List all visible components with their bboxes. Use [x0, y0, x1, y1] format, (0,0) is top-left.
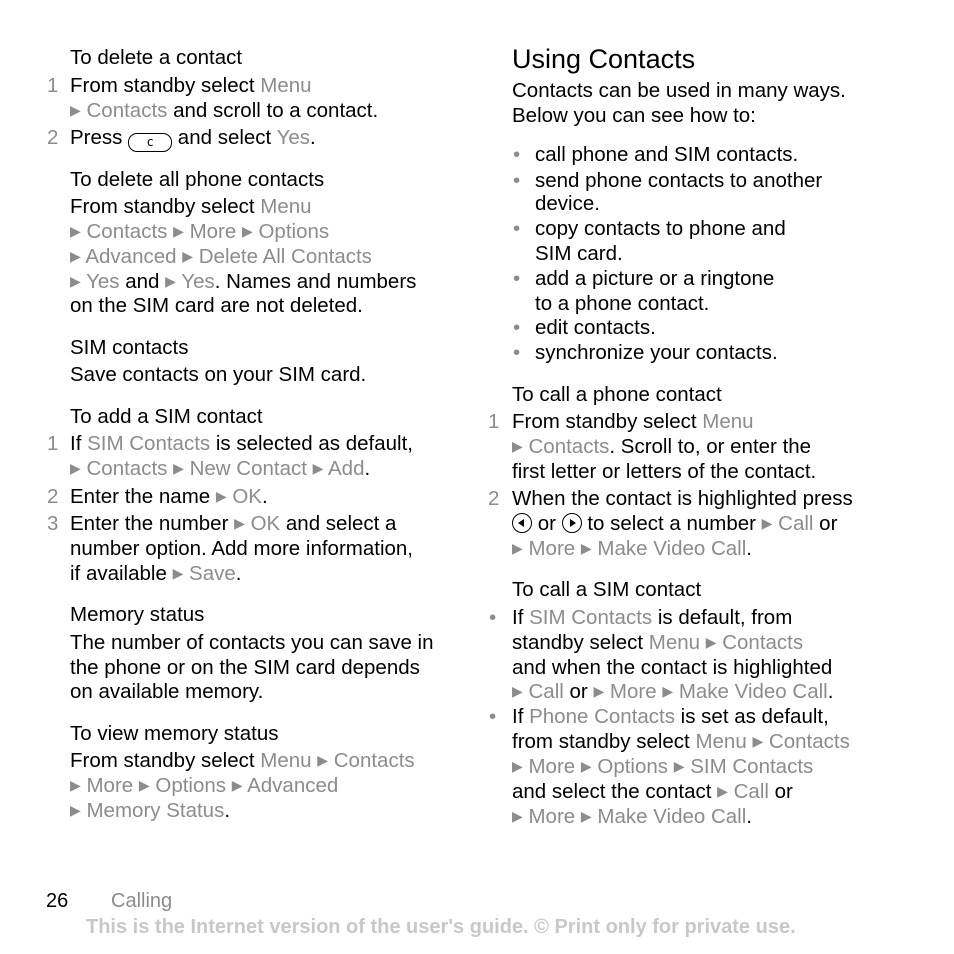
menu-item: Menu	[702, 410, 754, 433]
list-item: to a phone contact.	[535, 292, 710, 315]
menu-item: Yes	[181, 270, 215, 293]
step-text	[70, 511, 396, 538]
text-run: and	[119, 270, 166, 293]
body-text: the phone or on the SIM card depends	[70, 656, 420, 679]
text-run: or	[813, 512, 838, 535]
menu-item: Contacts	[528, 435, 610, 458]
text-run: or	[563, 680, 594, 703]
arrow-icon: ▶	[512, 683, 523, 699]
body-text	[512, 605, 792, 630]
arrow-icon: ▶	[512, 540, 523, 556]
body-text	[70, 269, 416, 296]
step-text	[70, 431, 413, 456]
text-run: . Scroll to, or enter the	[609, 435, 812, 458]
arrow-icon: ▶	[172, 565, 184, 581]
menu-item: Call	[528, 680, 564, 703]
menu-item: More	[189, 220, 237, 243]
text-run	[570, 519, 576, 527]
arrow-icon: ▶	[165, 273, 176, 289]
menu-item: Yes	[86, 270, 120, 293]
arrow-icon: ▶	[173, 460, 184, 476]
menu-item: Menu	[260, 74, 312, 97]
text-run: .	[235, 562, 242, 585]
heading-view-memory: To view memory status	[70, 722, 279, 745]
body-text: on the SIM card are not deleted.	[70, 294, 363, 317]
text-run: .	[746, 805, 752, 828]
text-run: and select a	[280, 512, 397, 535]
arrow-icon: ▶	[580, 758, 592, 774]
text-run: or	[768, 780, 793, 803]
menu-item: Contacts	[86, 99, 168, 122]
menu-item: More	[528, 805, 576, 828]
menu-item: Menu	[260, 195, 312, 218]
text-run: From standby select	[70, 195, 261, 218]
menu-item: Options	[155, 774, 227, 797]
menu-item: Menu	[648, 631, 701, 654]
arrow-icon: ▶	[593, 683, 605, 699]
page-number: 26	[46, 890, 69, 912]
arrow-icon: ▶	[70, 223, 81, 239]
body-text: The number of contacts you can save in	[70, 631, 434, 654]
heading-call-sim: To call a SIM contact	[512, 578, 702, 601]
text-run: is set as default,	[674, 705, 829, 728]
menu-item: Menu	[260, 749, 312, 772]
text-run: From standby select	[70, 74, 261, 97]
menu-item: Call	[778, 512, 814, 535]
step-text: number option. Add more information,	[70, 537, 413, 560]
list-item: device.	[535, 192, 600, 215]
body-text	[70, 748, 415, 775]
step-text	[70, 484, 268, 511]
menu-item: SIM Contacts	[690, 755, 814, 778]
menu-item: SIM Contacts	[529, 606, 653, 629]
arrow-icon: ▶	[234, 515, 245, 531]
step-text	[70, 456, 370, 483]
body-text	[70, 798, 230, 825]
body-text: and when the contact is highlighted	[512, 656, 833, 679]
body-text	[512, 704, 829, 729]
body-text: Save contacts on your SIM card.	[70, 363, 367, 386]
bullet-icon: •	[489, 606, 497, 629]
heading-delete-contact: To delete a contact	[70, 46, 243, 69]
body-text	[512, 754, 813, 781]
text-run: and select the contact	[512, 780, 718, 803]
list-item: synchronize your contacts.	[535, 341, 778, 364]
list-item: copy contacts to phone and	[535, 217, 786, 240]
bullet-icon: •	[513, 267, 521, 290]
menu-item: Options	[597, 755, 669, 778]
text-run: if available	[70, 562, 173, 585]
arrow-icon: ▶	[70, 460, 81, 476]
text-run: and select	[172, 126, 277, 149]
step-number: 2	[47, 126, 59, 149]
arrow-icon: ▶	[580, 808, 592, 824]
step-number: 1	[47, 432, 59, 455]
body-text	[512, 779, 793, 806]
text-run: Press	[70, 126, 129, 149]
menu-item: Add	[328, 457, 365, 480]
menu-item: Memory Status	[86, 799, 225, 822]
menu-item: Make Video Call	[597, 537, 747, 560]
c-key-icon: c	[128, 133, 172, 152]
arrow-icon: ▶	[173, 223, 184, 239]
bullet-icon: •	[513, 341, 521, 364]
menu-item: Contacts	[86, 220, 168, 243]
heading-add-sim: To add a SIM contact	[70, 405, 263, 428]
step-number: 1	[47, 74, 59, 97]
arrow-icon: ▶	[242, 223, 253, 239]
step-text	[512, 511, 837, 538]
text-run: Enter the number	[70, 512, 235, 535]
arrow-icon: ▶	[70, 248, 81, 264]
arrow-icon: ▶	[215, 488, 227, 504]
step-number: 3	[47, 512, 59, 535]
arrow-icon: ▶	[182, 248, 194, 264]
arrow-icon: ▶	[761, 515, 773, 531]
step-number: 1	[488, 410, 500, 433]
text-run: .	[310, 126, 316, 149]
arrow-icon: ▶	[70, 273, 81, 289]
step-text	[70, 73, 312, 98]
arrow-icon: ▶	[70, 777, 81, 793]
bullet-icon: •	[489, 705, 497, 728]
menu-item: More	[528, 755, 576, 778]
text-run: From standby select	[70, 749, 261, 772]
step-text: When the contact is highlighted press	[512, 487, 853, 510]
text-run	[518, 519, 524, 527]
step-text	[512, 409, 754, 434]
heading-sim-contacts: SIM contacts	[70, 336, 189, 359]
list-item: call phone and SIM contacts.	[535, 143, 799, 166]
menu-item: More	[528, 537, 576, 560]
text-run: If	[70, 432, 88, 455]
intro-text: Below you can see how to:	[512, 104, 756, 127]
footer-note: This is the Internet version of the user's guide. © Print only for private use.	[86, 916, 796, 938]
arrow-icon: ▶	[662, 683, 674, 699]
text-run: Enter the name	[70, 485, 216, 508]
text-run: .	[746, 537, 752, 560]
arrow-icon: ▶	[673, 758, 685, 774]
text-run: from standby select	[512, 730, 696, 753]
body-text	[512, 630, 803, 657]
menu-item: Contacts	[768, 730, 850, 753]
nav-right-key-icon	[562, 513, 582, 533]
arrow-icon: ▶	[705, 634, 717, 650]
arrow-icon: ▶	[580, 540, 592, 556]
body-text	[512, 804, 752, 831]
arrow-icon: ▶	[138, 777, 150, 793]
text-run: .	[261, 485, 268, 508]
body-text	[512, 729, 850, 756]
menu-item: Menu	[695, 730, 747, 753]
arrow-icon: ▶	[317, 752, 329, 768]
step-text	[70, 561, 241, 588]
menu-item: New Contact	[189, 457, 307, 480]
arrow-icon: ▶	[512, 758, 523, 774]
list-item: SIM card.	[535, 242, 623, 265]
text-run: .	[364, 457, 371, 480]
body-text: on available memory.	[70, 680, 264, 703]
arrow-icon: ▶	[512, 438, 523, 454]
text-run: If	[512, 705, 530, 728]
page-title: Using Contacts	[512, 44, 696, 74]
menu-item: Contacts	[722, 631, 804, 654]
menu-item: More	[86, 774, 134, 797]
text-run: or	[532, 512, 562, 535]
intro-text: Contacts can be used in many ways.	[512, 79, 846, 102]
arrow-icon: ▶	[70, 802, 81, 818]
arrow-icon: ▶	[231, 777, 243, 793]
text-run: From standby select	[512, 410, 703, 433]
list-item: add a picture or a ringtone	[535, 267, 775, 290]
text-run: is selected as default,	[210, 432, 413, 455]
menu-item: Make Video Call	[678, 680, 828, 703]
body-text	[70, 219, 329, 246]
text-run: .	[224, 799, 231, 822]
step-text: first letter or letters of the contact.	[512, 460, 817, 483]
bullet-icon: •	[513, 217, 521, 240]
arrow-icon: ▶	[312, 460, 324, 476]
step-number: 2	[47, 485, 59, 508]
menu-item: SIM Contacts	[87, 432, 211, 455]
step-number: 2	[488, 487, 500, 510]
arrow-icon: ▶	[752, 733, 764, 749]
arrow-icon: ▶	[512, 808, 523, 824]
bullet-icon: •	[513, 169, 521, 192]
step-text	[512, 536, 752, 563]
body-text	[512, 679, 833, 706]
section-name: Calling	[111, 890, 173, 912]
text-run: to select a number	[581, 512, 762, 535]
body-text	[70, 773, 338, 800]
step-text	[512, 434, 811, 461]
menu-item: Advanced	[247, 774, 339, 797]
bullet-icon: •	[513, 143, 521, 166]
menu-item: Contacts	[86, 457, 168, 480]
text-run: .	[827, 680, 834, 703]
bullet-icon: •	[513, 316, 521, 339]
arrow-icon: ▶	[70, 102, 81, 118]
heading-call-phone: To call a phone contact	[512, 383, 722, 406]
menu-item: OK	[232, 485, 262, 508]
nav-left-key-icon	[512, 513, 532, 533]
menu-item: Contacts	[333, 749, 415, 772]
menu-item: Options	[258, 220, 330, 243]
list-item: send phone contacts to another	[535, 169, 823, 192]
menu-item: OK	[250, 512, 281, 535]
heading-delete-all: To delete all phone contacts	[70, 168, 325, 191]
body-text	[70, 194, 312, 219]
list-item: edit contacts.	[535, 316, 656, 339]
menu-item: Yes	[276, 126, 311, 149]
text-run: If	[512, 606, 530, 629]
step-text	[70, 125, 316, 152]
step-text	[70, 98, 378, 125]
menu-item: Delete All Contacts	[198, 245, 372, 268]
text-run: is default, from	[652, 606, 793, 629]
menu-item: Advanced	[85, 245, 177, 268]
text-run: and scroll to a contact.	[167, 99, 379, 122]
text-run: . Names and numbers	[214, 270, 417, 293]
arrow-icon: ▶	[717, 783, 728, 799]
menu-item: Save	[189, 562, 236, 585]
menu-item: Call	[733, 780, 769, 803]
menu-item: Make Video Call	[597, 805, 747, 828]
body-text	[70, 244, 372, 271]
heading-memory-status: Memory status	[70, 603, 205, 626]
menu-item: More	[609, 680, 657, 703]
text-run: standby select	[512, 631, 649, 654]
menu-item: Phone Contacts	[529, 705, 675, 728]
